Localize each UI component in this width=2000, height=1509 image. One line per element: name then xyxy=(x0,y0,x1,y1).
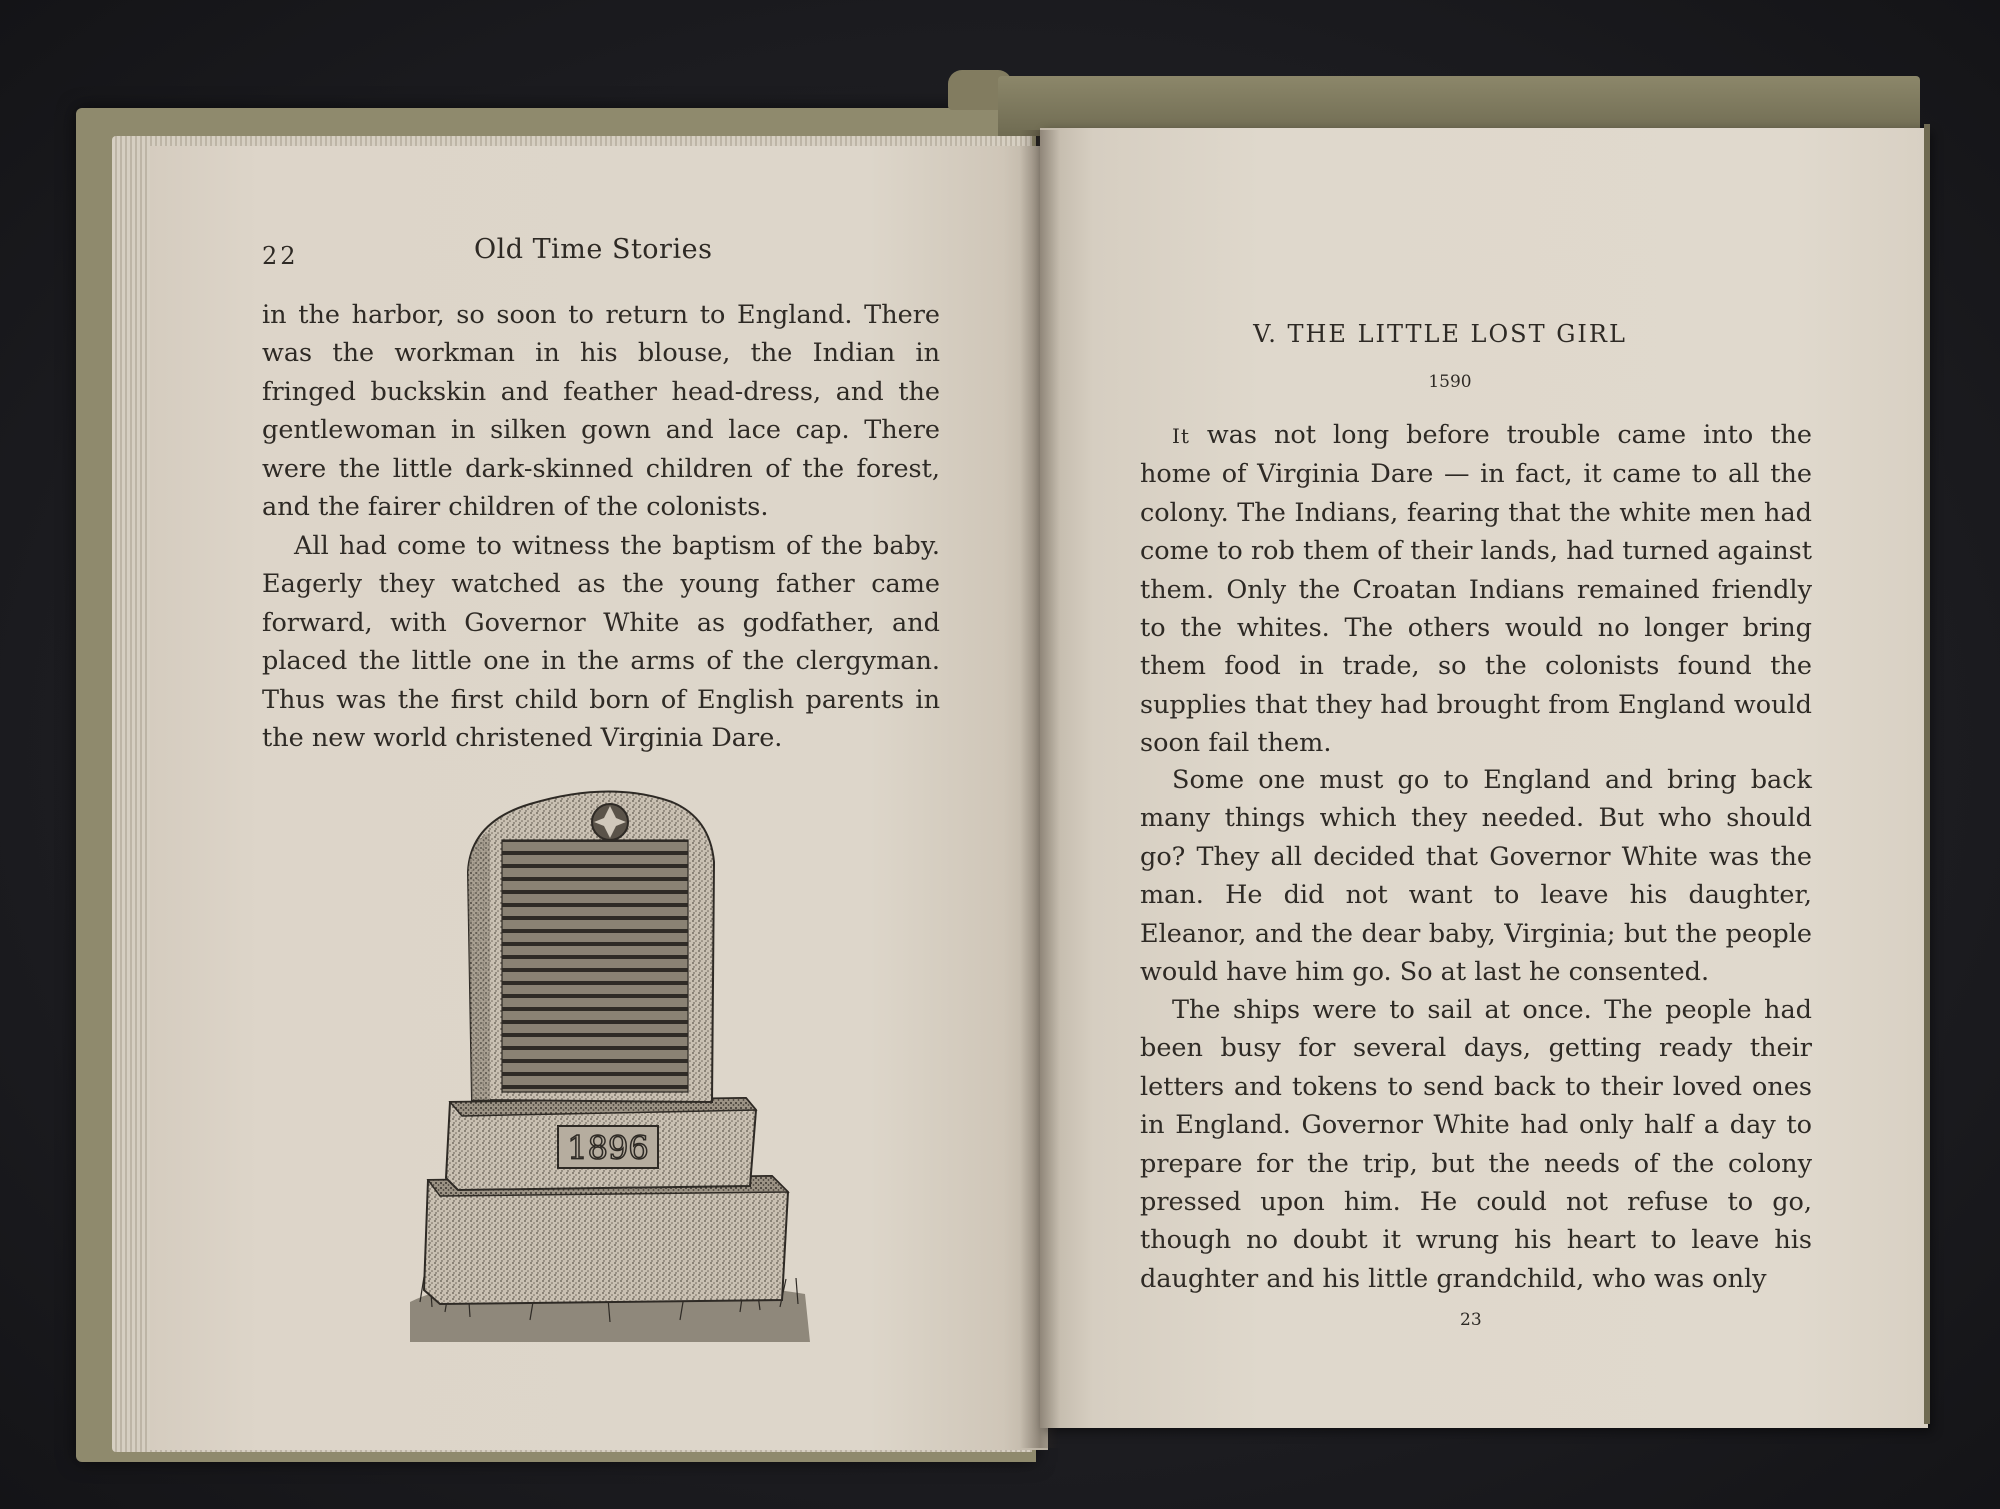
right-paragraph-1-text: was not long before trouble came into the home of Virginia Dare — in fact, it came to all the colony. The Indians, fearing that the white men had come to rob them of their lands, had turned against them. Only the Croatan Indians remained friendly to the whites. The others would no longer bring them food in trade, so the colonists found the supplies that they had brought from England would soon fail them. xyxy=(1140,420,1812,759)
right-cover-edge xyxy=(998,76,1920,136)
left-paragraph-2: All had come to witness the baptism of the baby. Eagerly they watched as the young father came forward, with Governor White as godfather, and placed the little one in the arms of the clergyman. Thus was the first child born of English parents in the new world christened Virginia Dare. xyxy=(262,531,940,754)
running-title: Old Time Stories xyxy=(474,234,713,265)
page-number-left: 22 xyxy=(262,242,299,270)
right-cover-side xyxy=(1924,124,1930,1424)
right-paragraph-3: The ships were to sail at once. The people had been busy for several days, getting ready their letters and tokens to send back to their loved ones in England. Governor White had only half a day to prepare for the trip, but the needs of the colony pressed upon him. He could not refuse to go, though no doubt it wrung his heart to leave his daughter and his little grandchild, who was only xyxy=(1140,995,1812,1294)
monument-year: 1896 xyxy=(567,1129,649,1167)
left-paragraph-1: in the harbor, so soon to return to England. There was the workman in his blouse, the Indian in fringed buckskin and feather head-dress, and the gentlewoman in silken gown and lace cap. There were the little dark-skinned children of the forest, and the fairer children of the colonists. xyxy=(262,300,940,523)
right-paragraph-2: Some one must go to England and bring back many things which they needed. But who should go? They all decided that Governor White was the man. He did not want to leave his daughter, Eleanor, and the dear baby, Virginia; but the people would have him go. So at last he consented. xyxy=(1140,765,1812,988)
drop-lead: It xyxy=(1172,424,1190,448)
chapter-title: V. THE LITTLE LOST GIRL xyxy=(1253,320,1627,348)
right-paragraph-1 xyxy=(1140,416,1812,763)
page-number-right: 23 xyxy=(1460,1310,1482,1330)
gutter-shadow xyxy=(1020,130,1060,1448)
virginia-dare-monument-illustration xyxy=(410,782,810,1342)
chapter-year: 1590 xyxy=(1428,372,1472,392)
